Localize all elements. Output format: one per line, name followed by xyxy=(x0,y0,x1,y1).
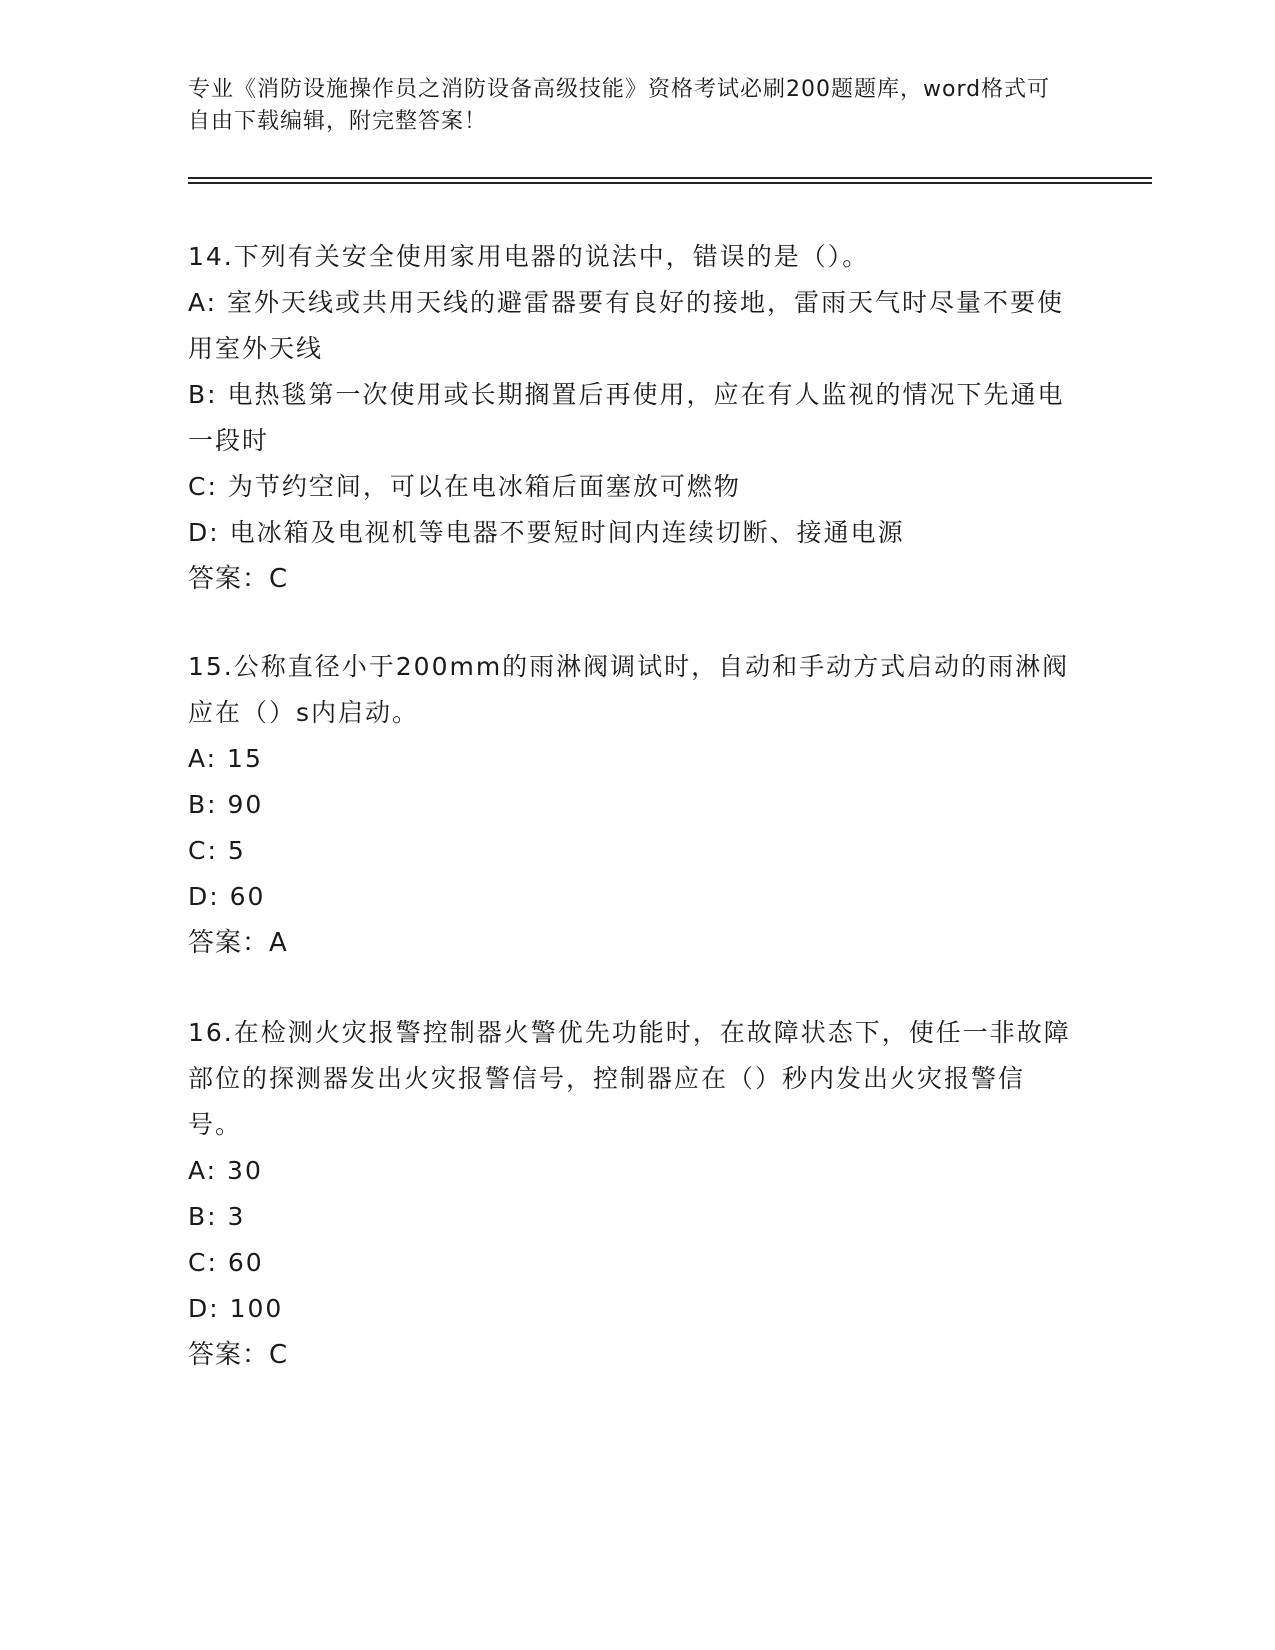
header-divider-top xyxy=(188,177,1152,179)
option-b: B: 90 xyxy=(188,790,264,819)
answer: 答案：A xyxy=(188,928,288,958)
header-divider-bottom xyxy=(188,182,1152,184)
document-header: 专业《消防设施操作员之消防设备高级技能》资格考试必刷200题题库，word格式可自由下载编辑，附完整答案！ xyxy=(188,77,1051,134)
option-b: B: 3 xyxy=(188,1202,246,1231)
option-d: D: 60 xyxy=(188,882,266,911)
question-14 xyxy=(188,234,1078,602)
question-stem: 14.下列有关安全使用家用电器的说法中，错误的是（）。 xyxy=(188,242,870,271)
answer: 答案：C xyxy=(188,1340,289,1370)
question-16 xyxy=(188,1010,1078,1378)
answer: 答案：C xyxy=(188,564,289,594)
option-b: B: 电热毯第一次使用或长期搁置后再使用，应在有人监视的情况下先通电一段时 xyxy=(188,380,1065,455)
option-d: D: 100 xyxy=(188,1294,284,1323)
option-c: C: 5 xyxy=(188,836,246,865)
question-15 xyxy=(188,644,1078,966)
option-c: C: 60 xyxy=(188,1248,264,1277)
question-stem: 15.公称直径小于200mm的雨淋阀调试时，自动和手动方式启动的雨淋阀应在（）s内启动。 xyxy=(188,652,1070,727)
question-stem: 16.在检测火灾报警控制器火警优先功能时，在故障状态下，使任一非故障部位的探测器发出火灾报警信号，控制器应在（）秒内发出火灾报警信号。 xyxy=(188,1018,1071,1139)
option-a: A: 30 xyxy=(188,1156,263,1185)
option-d: D: 电冰箱及电视机等电器不要短时间内连续切断、接通电源 xyxy=(188,518,905,547)
option-a: A: 15 xyxy=(188,744,263,773)
option-c: C: 为节约空间，可以在电冰箱后面塞放可燃物 xyxy=(188,472,741,501)
option-a: A: 室外天线或共用天线的避雷器要有良好的接地，雷雨天气时尽量不要使用室外天线 xyxy=(188,288,1065,363)
